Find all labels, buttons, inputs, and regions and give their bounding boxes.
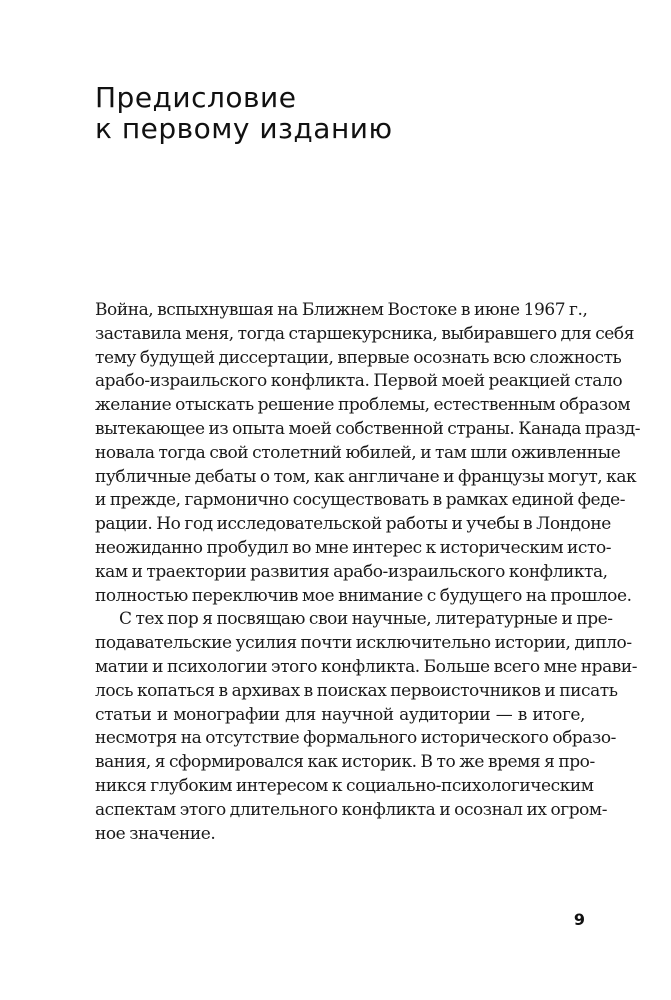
text-line: матии и психологии этого конфликта. Больше всего мне нрави- [95, 656, 638, 677]
text-line: ное значение. [95, 823, 216, 844]
text-line: заставила меня, тогда старшекурсника, выбиравшего для себя [95, 323, 634, 344]
text-line: полностью переключив мое внимание с будущего на прошлое. [95, 585, 632, 606]
text-line: вытекающее из опыта моей собственной страны. Канада празд- [95, 418, 641, 439]
body-text [95, 299, 641, 846]
paragraph [95, 299, 641, 608]
chapter-title-line: Предисловие [95, 81, 297, 114]
text-line: желание отыскать решение проблемы, естественным образом [95, 395, 631, 416]
text-line: арабо-израильского конфликта. Первой моей реакцией стало [95, 371, 623, 392]
page-number: 9 [573, 910, 585, 929]
text-line: никся глубоким интересом к социально-психологическим [95, 775, 594, 796]
text-line: Война, вспыхнувшая на Ближнем Востоке в июне 1967 г., [95, 300, 588, 320]
text-line: новала тогда свой столетний юбилей, и там шли оживленные [95, 442, 621, 463]
text-line: и прежде, гармонично сосуществовать в рамках единой феде- [95, 490, 625, 511]
chapter-title [95, 82, 565, 144]
text-line: тему будущей диссертации, впервые осознать всю сложность [95, 347, 622, 368]
text-line: лось копаться в архивах в поисках первоисточников и писать [95, 680, 618, 701]
text-line: несмотря на отсутствие формального исторического образо- [95, 728, 616, 749]
text-line: С тех пор я посвящаю свои научные, литературные и пре- [119, 609, 613, 630]
text-line: аспектам этого длительного конфликта и осознал их огром- [95, 799, 607, 820]
text-line: кам и траектории развития арабо-израильского конфликта, [95, 561, 608, 582]
text-line: публичные дебаты о том, как англичане и французы могут, как [95, 466, 637, 487]
text-line: подавательские усилия почти исключительно истории, дипло- [95, 633, 632, 654]
text-line: рации. Но год исследовательской работы и учебы в Лондоне [95, 514, 611, 535]
text-line: статьи и монографии для научной аудитории — в итоге, [95, 704, 585, 725]
text-line: неожиданно пробудил во мне интерес к историческим исто- [95, 537, 612, 558]
text-line: вания, я сформировался как историк. В то же время я про- [95, 752, 595, 773]
chapter-title-line: к первому изданию [95, 112, 393, 145]
paragraph [95, 608, 638, 846]
